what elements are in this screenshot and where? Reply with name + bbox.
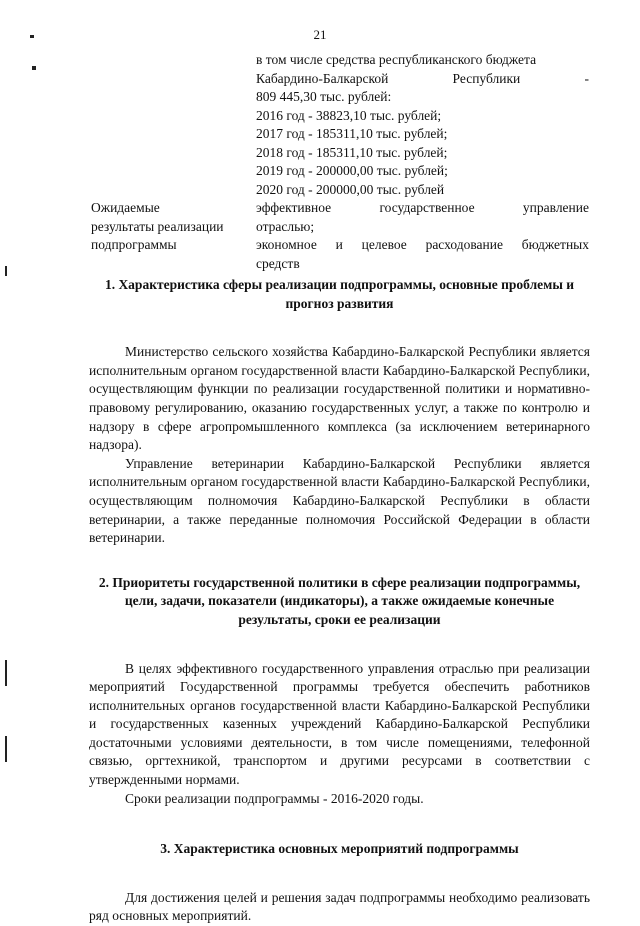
section-2-heading: 2. Приоритеты государственной политики в сфере реализации подпрограммы, цели, задачи, показатели (индикаторы), а также ожидаемые конечные результаты, сроки ее реализации — [98, 574, 581, 627]
expected-results-content — [256, 199, 589, 273]
main-text — [89, 276, 590, 926]
expected-result-line: эффективное государственное управление — [256, 200, 589, 215]
scan-mark — [5, 736, 7, 762]
budget-year: 2020 год - 200000,00 тыс. рублей — [256, 181, 445, 197]
section-1-heading: 1. Характеристика сферы реализации подпрограммы, основные проблемы и прогноз развития — [104, 277, 575, 311]
budget-block — [256, 51, 589, 199]
section-2-paragraph: В целях эффективного государственного управления отраслью при реализации мероприятий Государственной программы требуется обеспечить работников исполнительных органов государственной власти Кабардино-Балкарской Республики и государственных казенных учреждений Кабардино-Балкарской Республики достаточными условиями деятельности, в том числе помещениями, телефонной связью, оргтехникой, транспортом и другими ресурсами в соответствии с утвержденными нормами. — [89, 660, 590, 788]
section-1-paragraph: Управление ветеринарии Кабардино-Балкарской Республики является исполнительным органом государственной власти Кабардино-Балкарской Республики, осуществляющим полномочия Кабардино-Балкарской Республики в области ветеринарии, а также переданные полномочия Российской Федерации в области ветеринарии. — [89, 455, 590, 546]
budget-line: Кабардино-Балкарской Республики - — [256, 70, 589, 86]
budget-year: 2019 год - 200000,00 тыс. рублей; — [256, 163, 448, 178]
expected-result-line: отраслью; — [256, 218, 315, 234]
budget-year: 2016 год - 38823,10 тыс. рублей; — [256, 107, 442, 123]
expected-results-label: Ожидаемые результаты реализации подпрограммы — [91, 200, 224, 252]
budget-year: 2017 год - 185311,10 тыс. рублей; — [256, 126, 448, 141]
expected-result-line: экономное и целевое расходование бюджетных — [256, 237, 589, 252]
section-1-paragraph: Министерство сельского хозяйства Кабардино-Балкарской Республики является исполнительным органом государственной власти Кабардино-Балкарской Республики, осуществляющим функции по реализации государственной политики и нормативно-правовому регулированию, оказанию государственных услуг, а также по контролю и надзору в сфере агропромышленного комплекса (за исключением ветеринарного надзора). — [89, 344, 590, 453]
scan-mark — [5, 660, 7, 686]
scan-mark — [32, 66, 36, 70]
passport-table-fragment — [91, 51, 589, 273]
budget-year: 2018 год - 185311,10 тыс. рублей; — [256, 144, 448, 160]
budget-line: в том числе средства республиканского бюджета — [256, 52, 537, 67]
page-number: 21 — [313, 27, 327, 42]
budget-total: 809 445,30 тыс. рублей: — [256, 89, 392, 104]
expected-results-row — [91, 199, 589, 273]
scan-mark — [5, 266, 7, 276]
expected-result-line: средств — [256, 255, 300, 271]
section-3-paragraph: Для достижения целей и решения задач подпрограммы необходимо реализовать ряд основных мероприятий. — [89, 889, 590, 924]
section-2-paragraph: Сроки реализации подпрограммы - 2016-2020 годы. — [125, 790, 424, 806]
section-3-heading: 3. Характеристика основных мероприятий подпрограммы — [160, 841, 519, 857]
